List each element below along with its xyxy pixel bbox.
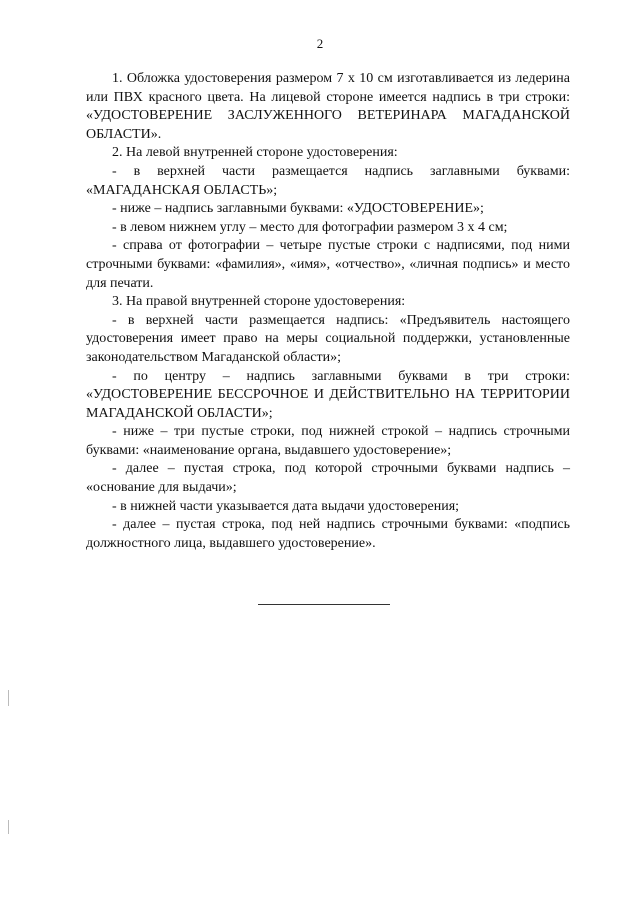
list-item: - ниже – надпись заглавными буквами: «УДОСТОВЕРЕНИЕ»; (112, 201, 484, 217)
list-item: - в верхней части размещается надпись заглавными буквами: «МАГАДАНСКАЯ ОБЛАСТЬ»; (86, 163, 570, 198)
paragraph-left-side-heading: 2. На левой внутренней стороне удостоверения: (112, 145, 398, 161)
list-item: - справа от фотографии – четыре пустые строки с надписями, под ними строчными буквами: «фамилия», «имя», «отчество», «личная подпись» и место для печати. (86, 238, 570, 291)
list-item: - ниже – три пустые строки, под нижней строкой – надпись строчными буквами: «наименование органа, выдавшего удостоверение»; (86, 424, 570, 458)
scan-edge-mark (8, 690, 9, 706)
document-body (86, 70, 570, 553)
list-item: - в левом нижнем углу – место для фотографии размером 3 х 4 см; (112, 219, 508, 235)
scan-edge-mark (8, 820, 9, 834)
list-item: - по центру – надпись заглавными буквами в три строки: «УДОСТОВЕРЕНИЕ БЕССРОЧНОЕ И ДЕЙСТВИТЕЛЬНО НА ТЕРРИТОРИИ МАГАДАНСКОЙ ОБЛАСТИ»; (86, 368, 570, 421)
list-item: - далее – пустая строка, под которой строчными буквами надпись – «основание для выдачи»; (86, 461, 570, 496)
list-item: - далее – пустая строка, под ней надпись строчными буквами: «подпись должностного лица, выдавшего удостоверение». (86, 517, 570, 551)
page-number: 2 (316, 36, 324, 51)
closing-divider (258, 604, 390, 605)
paragraph-right-side-heading: 3. На правой внутренней стороне удостоверения: (112, 294, 406, 310)
list-item: - в нижней части указывается дата выдачи удостоверения; (112, 498, 460, 514)
paragraph-cover: 1. Обложка удостоверения размером 7 х 10 см изготавливается из ледерина или ПВХ красного цвета. На лицевой стороне имеется надпись в три строки: «УДОСТОВЕРЕНИЕ ЗАСЛУЖЕННОГО ВЕТЕРИНАРА МАГАДАНСКОЙ ОБЛАСТИ». (86, 71, 570, 142)
list-item: - в верхней части размещается надпись: «Предъявитель настоящего удостоверения имеет право на меры социальной поддержки, установленные законодательством Магаданской области»; (86, 312, 570, 365)
